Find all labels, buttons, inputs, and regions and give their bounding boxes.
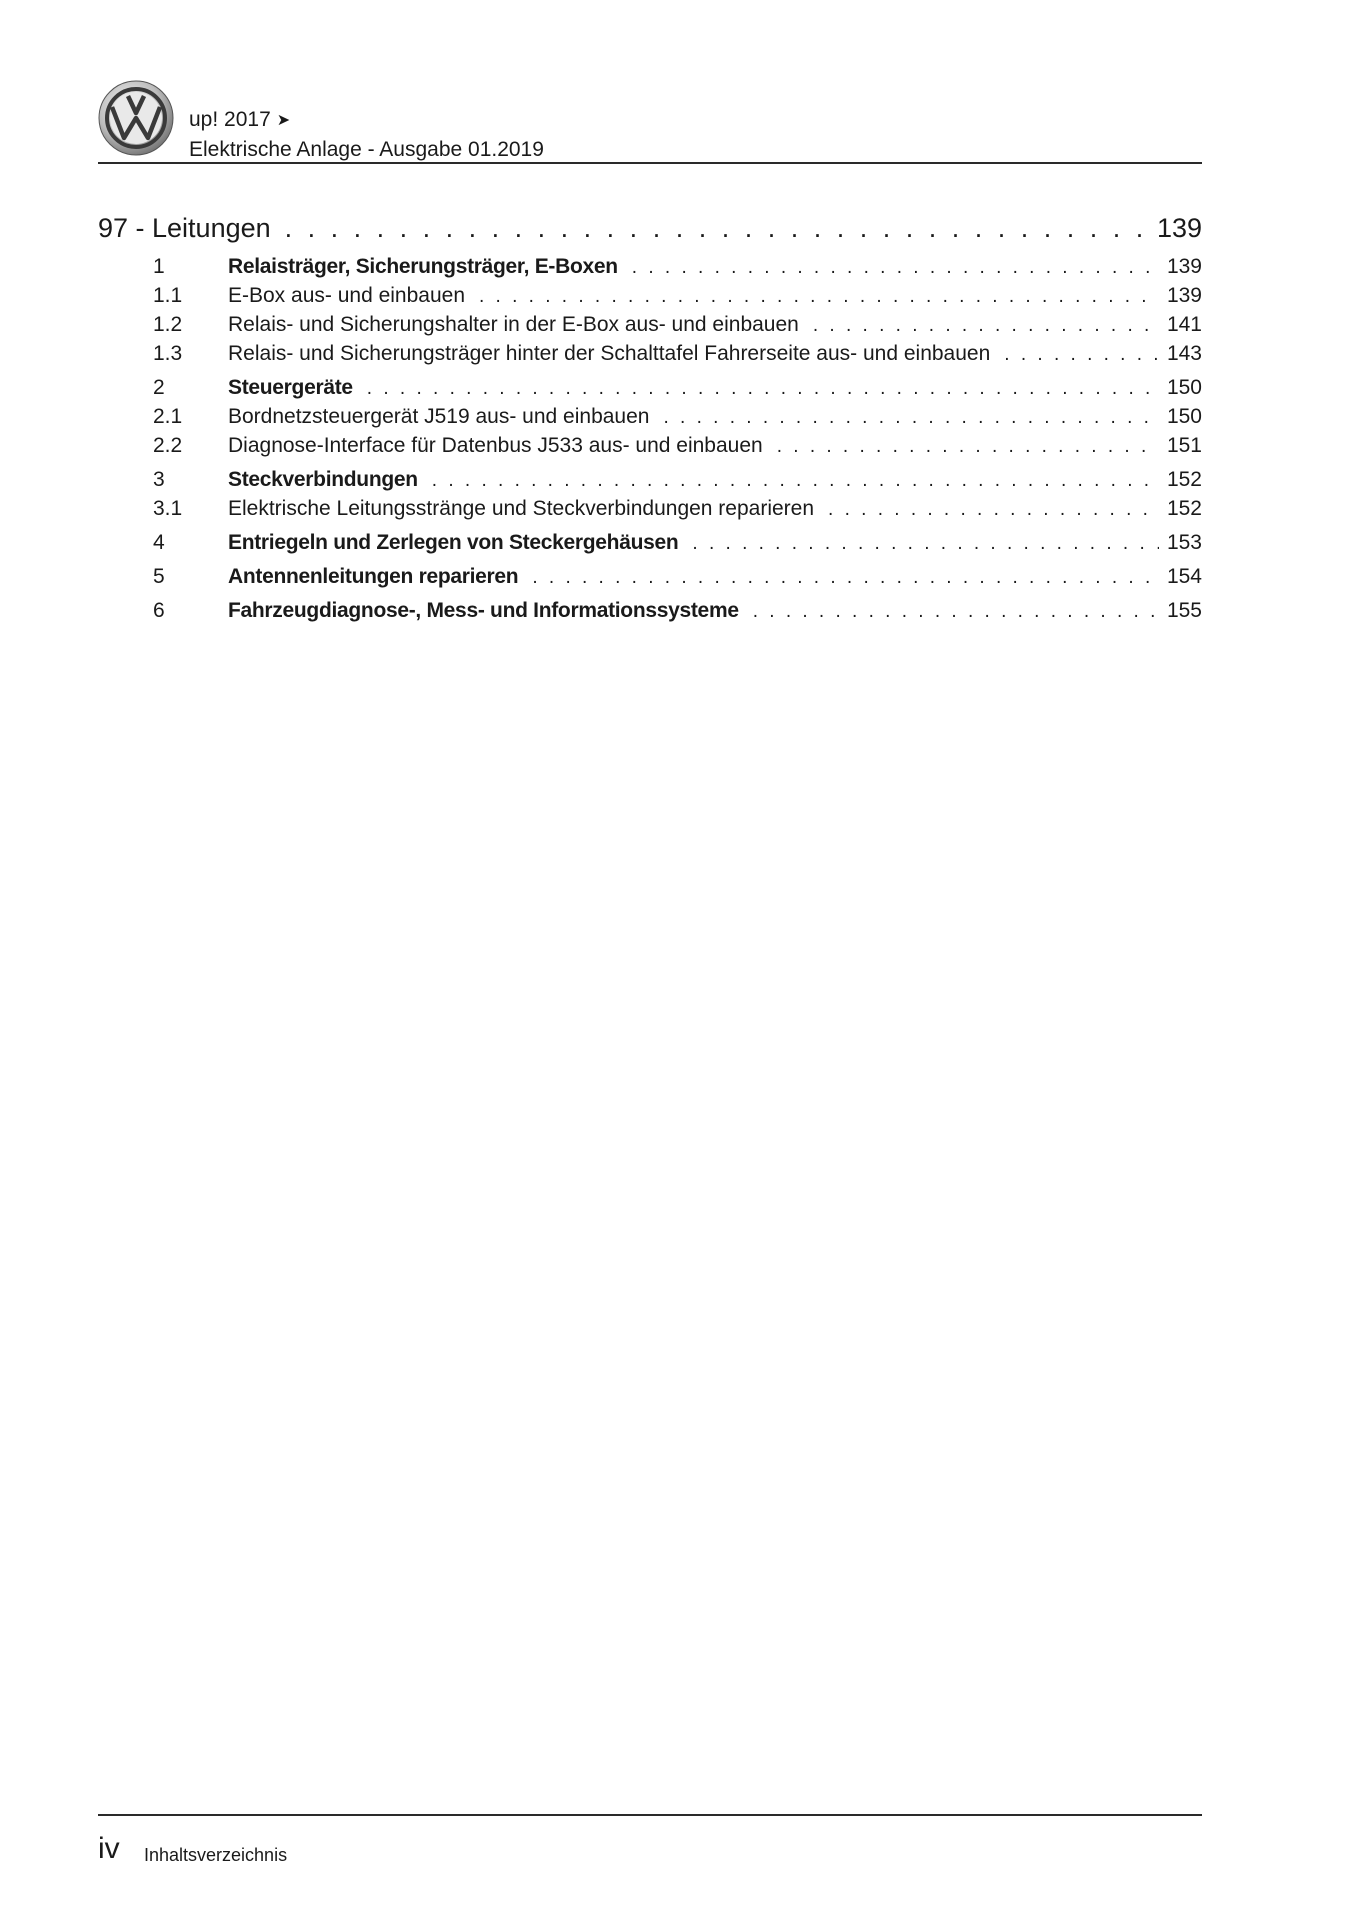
toc-entry-title: Relaisträger, Sicherungsträger, E-Boxen <box>228 255 618 278</box>
model-label: up! 2017 <box>189 108 271 131</box>
toc-entry-page-number: 153 <box>1166 531 1202 554</box>
footer-divider <box>98 1814 1202 1816</box>
toc-entry-page-number: 155 <box>1166 599 1202 622</box>
toc-entry-number: 6 <box>153 599 165 622</box>
toc-entry-title: Steuergeräte <box>228 376 353 399</box>
toc-entry-page-number: 143 <box>1166 342 1202 365</box>
dot-leader <box>479 282 1159 311</box>
chapter-title: 97 - Leitungen <box>98 213 271 243</box>
toc-entry-number: 3 <box>153 468 165 491</box>
toc-entry-title: Entriegeln und Zerlegen von Steckergehäusen <box>228 531 679 554</box>
dot-leader <box>828 495 1159 524</box>
toc-entry-page-number: 154 <box>1166 565 1202 588</box>
header-divider <box>98 162 1202 164</box>
toc-entry-title: E-Box aus- und einbauen <box>228 284 465 307</box>
dot-leader <box>692 529 1159 558</box>
chapter-page-number: 139 <box>1156 213 1202 243</box>
toc-chapter-heading[interactable] <box>98 210 1202 246</box>
toc-entry-number: 2.2 <box>153 434 183 457</box>
toc-entry[interactable] <box>98 528 1202 557</box>
footer-section-label: Inhaltsverzeichnis <box>144 1845 288 1865</box>
toc-entry-number: 5 <box>153 565 165 588</box>
toc-entry-title: Fahrzeugdiagnose-, Mess- und Informationssysteme <box>228 599 739 622</box>
header-model <box>189 108 290 134</box>
toc-entry[interactable] <box>98 310 1202 339</box>
toc-entry-title: Bordnetzsteuergerät J519 aus- und einbauen <box>228 405 650 428</box>
toc-entry-page-number: 139 <box>1166 284 1202 307</box>
dot-leader <box>813 311 1159 340</box>
toc-entry[interactable] <box>98 431 1202 460</box>
toc-entry-number: 1.2 <box>153 313 183 336</box>
dot-leader <box>1004 340 1159 369</box>
toc-entry[interactable] <box>98 252 1202 281</box>
volkswagen-logo <box>98 80 174 156</box>
toc-entry[interactable] <box>98 281 1202 310</box>
toc-entry-page-number: 152 <box>1166 468 1202 491</box>
dot-leader <box>632 253 1159 282</box>
toc-entry-number: 2.1 <box>153 405 183 428</box>
toc-entry-title: Diagnose-Interface für Datenbus J533 aus- und einbauen <box>228 434 763 457</box>
toc-entry-page-number: 150 <box>1166 405 1202 428</box>
toc-entry[interactable] <box>98 596 1202 625</box>
continue-arrow-icon: ➤ <box>276 112 291 129</box>
dot-leader <box>367 374 1159 403</box>
toc-entry[interactable] <box>98 562 1202 591</box>
toc-entry[interactable] <box>98 402 1202 431</box>
toc-entry-number: 1 <box>153 255 165 278</box>
toc-entry-list <box>98 252 1202 625</box>
dot-leader <box>777 432 1159 461</box>
toc-entry[interactable] <box>98 494 1202 523</box>
toc-entry-number: 1.1 <box>153 284 183 307</box>
toc-entry-number: 4 <box>153 531 165 554</box>
toc-entry-title: Relais- und Sicherungshalter in der E-Box aus- und einbauen <box>228 313 799 336</box>
toc-entry-number: 3.1 <box>153 497 183 520</box>
header-subtitle: Elektrische Anlage - Ausgabe 01.2019 <box>189 138 544 161</box>
toc-entry-page-number: 139 <box>1166 255 1202 278</box>
toc-entry-number: 1.3 <box>153 342 183 365</box>
dot-leader <box>663 403 1158 432</box>
table-of-contents <box>98 210 1202 625</box>
page-header <box>98 80 1202 166</box>
footer-page-number: iv <box>98 1832 120 1865</box>
dot-leader <box>753 597 1159 626</box>
toc-entry-title: Antennenleitungen reparieren <box>228 565 519 588</box>
dot-leader <box>285 210 1151 246</box>
toc-entry[interactable] <box>98 339 1202 368</box>
toc-entry-page-number: 151 <box>1166 434 1202 457</box>
dot-leader <box>532 563 1159 592</box>
toc-entry-title: Elektrische Leitungsstränge und Steckverbindungen reparieren <box>228 497 815 520</box>
toc-entry-page-number: 150 <box>1166 376 1202 399</box>
page-footer <box>98 1814 1202 1874</box>
toc-entry[interactable] <box>98 373 1202 402</box>
toc-entry-title: Relais- und Sicherungsträger hinter der Schalttafel Fahrerseite aus- und einbauen <box>228 342 991 365</box>
toc-entry-number: 2 <box>153 376 165 399</box>
toc-entry[interactable] <box>98 465 1202 494</box>
dot-leader <box>432 466 1159 495</box>
toc-entry-page-number: 152 <box>1166 497 1202 520</box>
toc-entry-page-number: 141 <box>1166 313 1202 336</box>
toc-entry-title: Steckverbindungen <box>228 468 418 491</box>
